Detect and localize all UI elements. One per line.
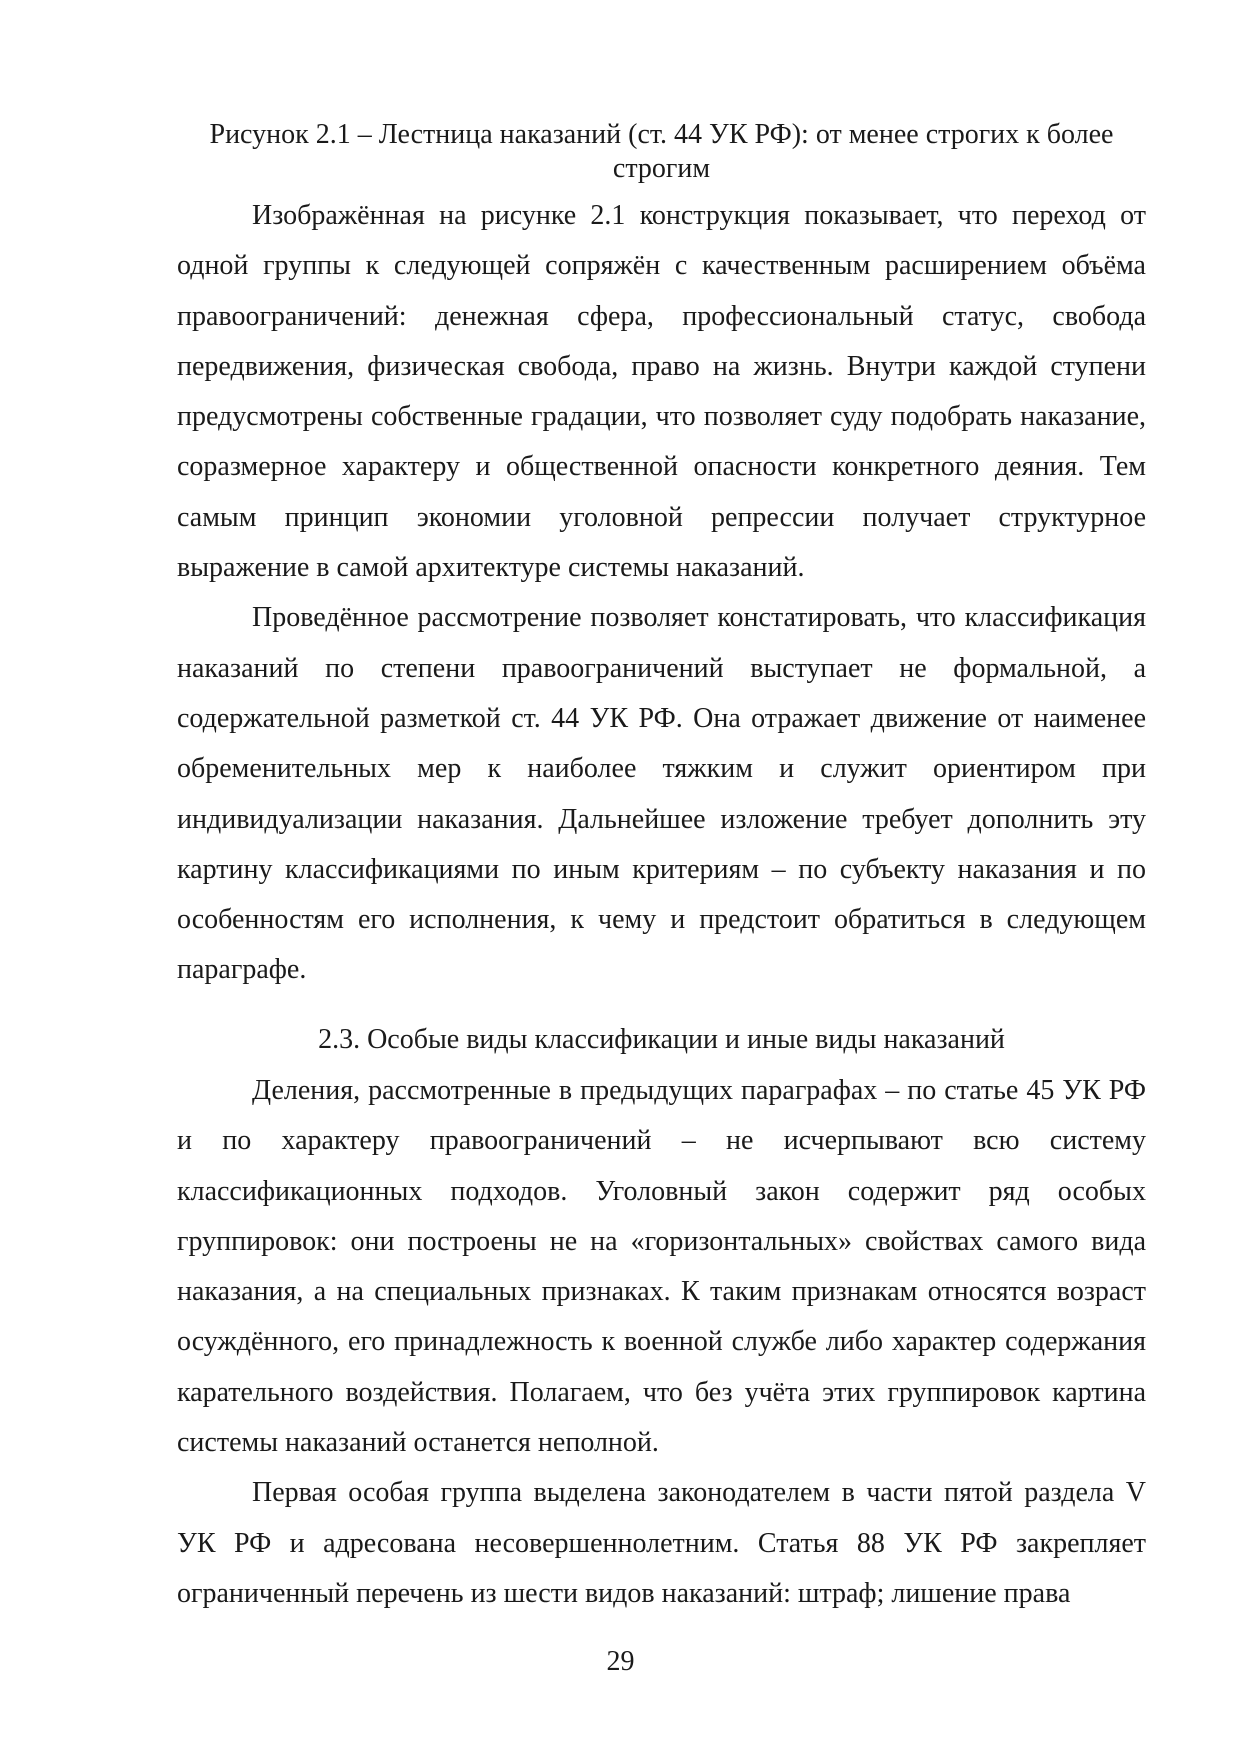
section-heading: 2.3. Особые виды классификации и иные виды наказаний [318, 1024, 1005, 1055]
figure-caption: Рисунок 2.1 – Лестница наказаний (ст. 44 УК РФ): от менее строгих к более строгим [209, 119, 1114, 184]
paragraph: Деления, рассмотренные в предыдущих параграфах – по статье 45 УК РФ и по характеру правоограничений – не исчерпывают всю систему классификационных подходов. Уголовный закон содержит ряд особых группировок: они построены не на «горизонтальных» свойствах самого вида наказания, а на специальных признаках. К таким признакам относятся возраст осуждённого, его принадлежность к военной службе либо характер содержания карательного воздействия. Полагаем, что без учёта этих группировок картина системы наказаний останется неполной. [177, 1075, 1146, 1459]
paragraph: Первая особая группа выделена законодателем в части пятой раздела V УК РФ и адресована несовершеннолетним. Статья 88 УК РФ закрепляет ограниченный перечень из шести видов наказаний: штраф; лишение права [177, 1477, 1146, 1609]
paragraph: Проведённое рассмотрение позволяет констатировать, что классификация наказаний по степени правоограничений выступает не формальной, а содержательной разметкой ст. 44 УК РФ. Она отражает движение от наименее обременительных мер к наиболее тяжким и служит ориентиром при индивидуализации наказания. Дальнейшее изложение требует дополнить эту картину классификациями по иным критериям – по субъекту наказания и по особенностям его исполнения, к чему и предстоит обратиться в следующем параграфе. [177, 602, 1146, 986]
text-block-before-heading [177, 191, 1146, 996]
text-block-after-heading [177, 1066, 1146, 1619]
page-number: 29 [606, 1646, 635, 1677]
paragraph: Изображённая на рисунке 2.1 конструкция показывает, что переход от одной группы к следующей сопряжён с качественным расширением объёма правоограничений: денежная сфера, профессиональный статус, свобода передвижения, физическая свобода, право на жизнь. Внутри каждой ступени предусмотрены собственные градации, что позволяет суду подобрать наказание, соразмерное характеру и общественной опасности конкретного деяния. Тем самым принцип экономии уголовной репрессии получает структурное выражение в самой архитектуре системы наказаний. [177, 200, 1146, 584]
